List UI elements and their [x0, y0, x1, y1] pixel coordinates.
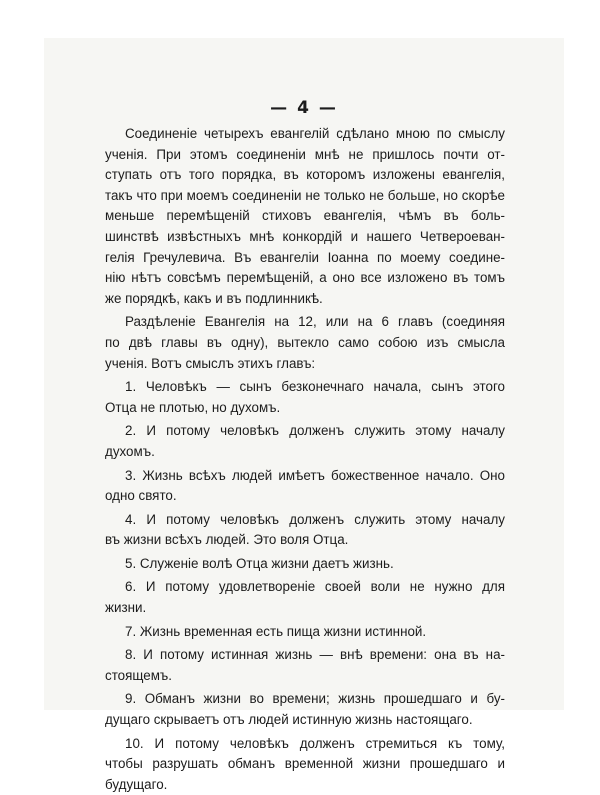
- text-line: шинствѣ извѣстныхъ мнѣ конкордій и нашего Четвероеван-: [105, 228, 505, 244]
- text-line: 5. Служеніе волѣ Отца жизни даетъ жизнь.: [125, 555, 394, 571]
- text-line: Раздѣленіе Евангелія на 12, или на 6 главъ (соединяя: [125, 314, 505, 330]
- text-line: гелія Гречулевича. Въ евангеліи Іоанна по моему соедине-: [105, 249, 505, 265]
- text-line: 10. И потому человѣкъ долженъ стремиться къ тому,: [125, 735, 505, 751]
- text-line: 3. Жизнь всѣхъ людей имѣетъ божественное начало. Оно: [125, 467, 505, 483]
- paragraph: [105, 312, 505, 374]
- text-line: 4. И потому человѣкъ долженъ служить этому началу: [125, 511, 505, 527]
- paragraph: [105, 377, 505, 418]
- text-line: Отца не плотью, но духомъ.: [105, 399, 281, 415]
- paragraph: [105, 510, 505, 551]
- book-page: [44, 38, 564, 792]
- paragraph: [105, 577, 505, 618]
- text-line: чтобы разрушать обманъ временной жизни прошедшаго и: [105, 756, 505, 772]
- paragraph: [105, 466, 505, 507]
- text-line: въ жизни всѣхъ людей. Это воля Отца.: [105, 532, 349, 548]
- text-line: 8. И потому истинная жизнь — внѣ времени: она въ на-: [125, 647, 505, 663]
- paragraph: [105, 421, 505, 462]
- text-line: 2. И потому человѣкъ долженъ служить этому началу: [125, 423, 505, 439]
- text-line: такъ что при моемъ соединеніи не только не больше, но скорѣе: [105, 187, 505, 203]
- text-line: стоящемъ.: [105, 667, 172, 683]
- text-line: Соединеніе четырехъ евангелій сдѣлано мною по смыслу: [125, 126, 505, 141]
- paragraph: [105, 645, 505, 686]
- text-line: дущаго скрываетъ отъ людей истинную жизнь настоящаго.: [105, 712, 473, 728]
- text-line: ученія. При этомъ соединеніи мнѣ не пришлось почти от-: [105, 146, 505, 162]
- paragraph: [105, 622, 505, 643]
- text-line: меньше перемѣщеній стиховъ евангелія, чѣмъ въ боль-: [105, 208, 505, 224]
- page-text: [105, 124, 505, 795]
- text-line: жизни.: [105, 600, 147, 616]
- text-line: нію нѣтъ совсѣмъ перемѣщеній, а оно все изложено въ томъ: [105, 270, 505, 286]
- text-line: ученія. Вотъ смыслъ этихъ главъ:: [105, 355, 316, 371]
- text-line: будущаго.: [105, 776, 168, 792]
- paragraph: [105, 124, 505, 309]
- paragraph: [105, 689, 505, 730]
- text-line: по двѣ главы въ одну), вытекло само собою изъ смысла: [105, 334, 505, 350]
- text-line: 7. Жизнь временная есть пища жизни истинной.: [125, 623, 427, 639]
- text-line: же порядкѣ, какъ и въ подлинникѣ.: [105, 290, 323, 306]
- paragraph: [105, 554, 505, 575]
- text-line: 1. Человѣкъ — сынъ безконечнаго начала, сынъ этого: [125, 379, 505, 395]
- text-line: духомъ.: [105, 443, 155, 459]
- text-line: 9. Обманъ жизни во времени; жизнь прошедшаго и бу-: [125, 691, 505, 707]
- paragraph: [105, 734, 505, 795]
- text-line: 6. И потому удовлетвореніе своей воли не нужно для: [125, 579, 505, 595]
- page-number: — 4 —: [270, 98, 338, 118]
- text-line: ступать отъ того порядка, въ которомъ изложены евангелія,: [105, 167, 505, 183]
- text-line: одно свято.: [105, 488, 177, 504]
